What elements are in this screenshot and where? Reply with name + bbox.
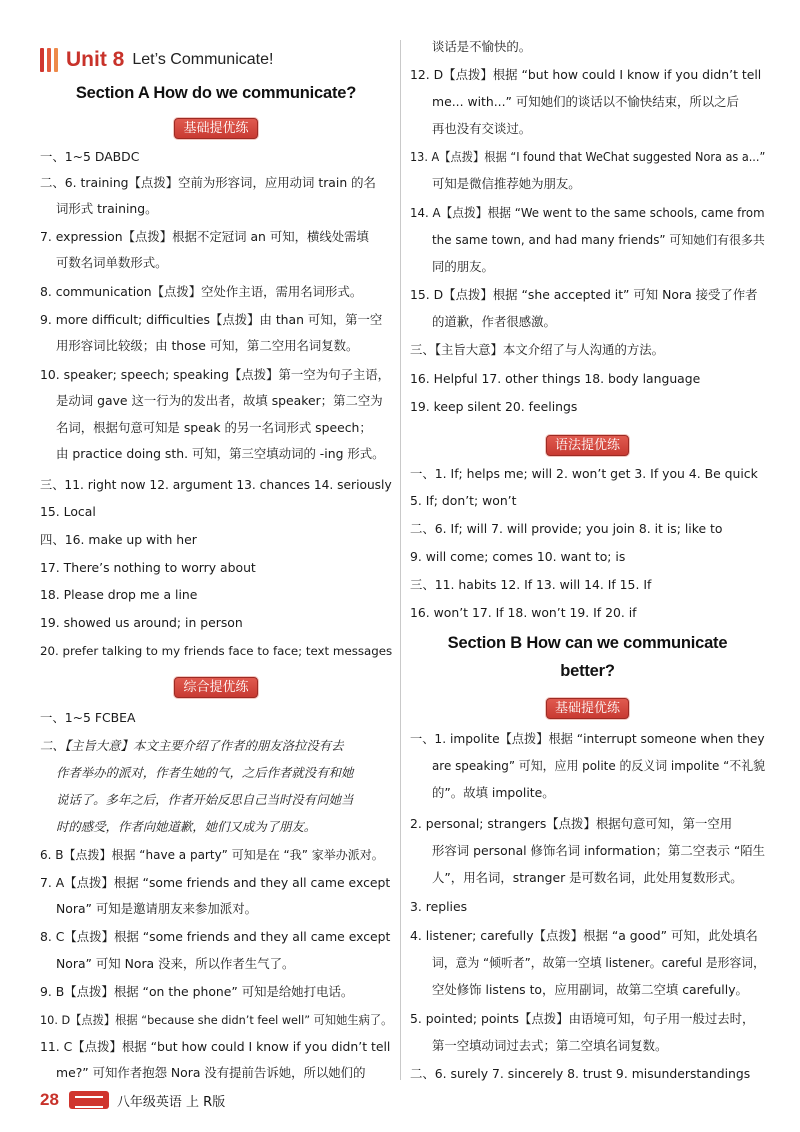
answer-line: 人”，用名词，stranger 是可数名词，此处用复数形式。 — [432, 870, 743, 885]
answer-line: 11. C【点拨】根据 “but how could I know if you didn’t tell — [40, 1039, 391, 1054]
answer-line: 三、11. habits 12. If 13. will 14. If 15. If — [410, 577, 652, 592]
answer-line: the same town, and had many friends” 可知她们有很多共 — [432, 233, 765, 247]
answer-line: 二、6. surely 7. sincerely 8. trust 9. misunderstandings — [410, 1066, 751, 1081]
answer-line: 8. communication【点拨】空处作主语，需用名词形式。 — [40, 284, 363, 299]
answer-line: 词形式 training。 — [56, 201, 158, 216]
answer-line: 13. A【点拨】根据 “I found that WeChat suggested Nora as a...” — [410, 150, 766, 164]
answer-line: 8. C【点拨】根据 “some friends and they all came except — [40, 929, 391, 944]
brand-logo-icon — [69, 1091, 109, 1109]
answer-line: 16. Helpful 17. other things 18. body language — [410, 371, 701, 386]
section-a-title: Section A How do we communicate? — [75, 84, 357, 102]
answer-line: 2. personal; strangers【点拨】根据句意可知，第一空用 — [410, 816, 733, 831]
answer-line: Nora” 可知是邀请朋友来参加派对。 — [56, 901, 257, 916]
answer-line: 空处修饰 listens to，应用副词，故第二空填 carefully。 — [432, 982, 748, 997]
answer-line: 18. Please drop me a line — [40, 587, 198, 602]
answer-line: 19. keep silent 20. feelings — [410, 399, 578, 414]
badge-basic: 基础提优练 — [174, 118, 257, 139]
answer-line: 9. more difficult; difficulties【点拨】由 than 可知，第一空 — [40, 312, 383, 327]
badge-basic-b: 基础提优练 — [546, 698, 629, 719]
answer-line: 5. pointed; points【点拨】由语境可知，句子用一般过去时， — [410, 1011, 755, 1026]
answer-line: 10. D【点拨】根据 “because she didn’t feel well” 可知她生病了。 — [40, 1013, 393, 1027]
answer-line: me... with...” 可知她们的谈话以不愉快结束，所以之后 — [432, 94, 739, 109]
answer-line: 二、6. If; will 7. will provide; you join 8. it is; like to — [410, 521, 723, 536]
unit-bars-icon — [40, 48, 58, 72]
section-b-title-line2: better? — [560, 662, 615, 680]
answer-line: 形容词 personal 修饰名词 information；第二空表示 “陌生 — [432, 843, 766, 858]
answer-line: 4. listener; carefully【点拨】根据 “a good” 可知，此处填名 — [410, 928, 758, 943]
answer-line: 可知是微信推荐她为朋友。 — [432, 176, 581, 191]
badge-basic-b-wrap — [410, 697, 765, 719]
answer-line: 谈话是不愉快的。 — [432, 39, 532, 54]
answer-line: 17. There’s nothing to worry about — [40, 560, 256, 575]
answer-line: Nora” 可知 Nora 没来，所以作者生气了。 — [56, 956, 295, 971]
answer-line: me?” 可知作者抱怨 Nora 没有提前告诉她，所以她们的 — [56, 1065, 366, 1080]
answer-line: 一、1~5 DABDC — [40, 149, 140, 164]
unit-header — [40, 46, 273, 74]
answer-line: 由 practice doing sth. 可知，第三空填动词的 -ing 形式。 — [56, 446, 385, 461]
unit-label: Unit 8 — [66, 48, 125, 71]
answer-line: 用形容词比较级；由 those 可知，第二空用名词复数。 — [56, 338, 359, 353]
section-b-title-line1: Section B How can we communicate — [447, 634, 728, 652]
answer-line-handwritten: 说话了。多年之后，作者开始反思自己当时没有问她当 — [56, 792, 354, 807]
answer-line: 6. B【点拨】根据 “have a party” 可知是在 “我” 家举办派对。 — [40, 848, 384, 862]
answer-line: 15. Local — [40, 504, 96, 519]
answer-line-handwritten: 作者举办的派对，作者生她的气，之后作者就没有和她 — [56, 765, 354, 780]
answer-line: 16. won’t 17. If 18. won’t 19. If 20. if — [410, 605, 637, 620]
answer-line: 14. A【点拨】根据 “We went to the same schools, came from — [410, 205, 765, 220]
answer-line: 一、1. impolite【点拨】根据 “interrupt someone when they — [410, 731, 765, 746]
answer-line: 第一空填动词过去式；第二空填名词复数。 — [432, 1038, 668, 1053]
page-footer — [40, 1088, 225, 1112]
answer-line: 三、【主旨大意】本文介绍了与人沟通的方法。 — [410, 342, 665, 357]
book-title: 八年级英语 上 R版 — [116, 1094, 226, 1110]
answer-line: are speaking” 可知，应用 polite 的反义词 impolite “不礼貌 — [432, 758, 766, 773]
answer-line: 12. D【点拨】根据 “but how could I know if you didn’t tell — [410, 67, 762, 82]
answer-line: 三、11. right now 12. argument 13. chances 14. seriously — [40, 477, 392, 492]
answer-line: 10. speaker; speech; speaking【点拨】第一空为句子主语， — [40, 367, 391, 382]
answer-line: 二、6. training【点拨】空前为形容词，应用动词 train 的名 — [40, 175, 376, 190]
answer-line: 19. showed us around; in person — [40, 615, 243, 630]
answer-line: 7. expression【点拨】根据不定冠词 an 可知，横线处需填 — [40, 229, 369, 244]
answer-line: 名词，根据句意可知是 speak 的另一名词形式 speech； — [56, 420, 372, 435]
answer-line: 9. will come; comes 10. want to; is — [410, 549, 626, 564]
answer-line: 15. D【点拨】根据 “she accepted it” 可知 Nora 接受了作者 — [410, 287, 758, 302]
answer-line: 一、1~5 FCBEA — [40, 710, 136, 725]
answer-line: 可数名词单数形式。 — [56, 255, 168, 270]
badge-grammar: 语法提优练 — [546, 435, 629, 456]
column-divider — [400, 40, 401, 1080]
answer-line: 再也没有交谈过。 — [432, 121, 532, 136]
answer-line: 的道歉，作者很感激。 — [432, 314, 556, 329]
answer-line: 9. B【点拨】根据 “on the phone” 可知是给她打电话。 — [40, 984, 354, 999]
answer-line: 词，意为 “倾听者”，故第一空填 listener。careful 是形容词， — [432, 955, 765, 970]
answer-line: 同的朋友。 — [432, 259, 494, 274]
answer-line: 四、16. make up with her — [40, 532, 197, 547]
answer-line: 3. replies — [410, 899, 468, 914]
badge-grammar-wrap — [410, 434, 765, 456]
unit-subtitle: Let’s Communicate! — [132, 51, 274, 68]
badge-comprehensive: 综合提优练 — [174, 677, 257, 698]
page-number: 28 — [40, 1090, 59, 1109]
badge-comprehensive-wrap — [40, 676, 392, 698]
answer-line: 20. prefer talking to my friends face to face; text messages — [40, 644, 393, 658]
answer-line-handwritten: 时的感受，作者向她道歉，她们又成为了朋友。 — [56, 819, 317, 834]
answer-line-handwritten: 二、【主旨大意】本文主要介绍了作者的朋友洛拉没有去 — [40, 738, 344, 753]
answer-line: 5. If; don’t; won’t — [410, 493, 517, 508]
answer-line: 一、1. If; helps me; will 2. won’t get 3. If you 4. Be quick — [410, 466, 758, 481]
answer-line: 的”。故填 impolite。 — [432, 785, 555, 800]
answer-line: 7. A【点拨】根据 “some friends and they all came except — [40, 875, 391, 890]
badge-basic-wrap — [40, 117, 392, 139]
answer-line: 是动词 gave 这一行为的发出者，故填 speaker；第二空为 — [56, 393, 383, 408]
